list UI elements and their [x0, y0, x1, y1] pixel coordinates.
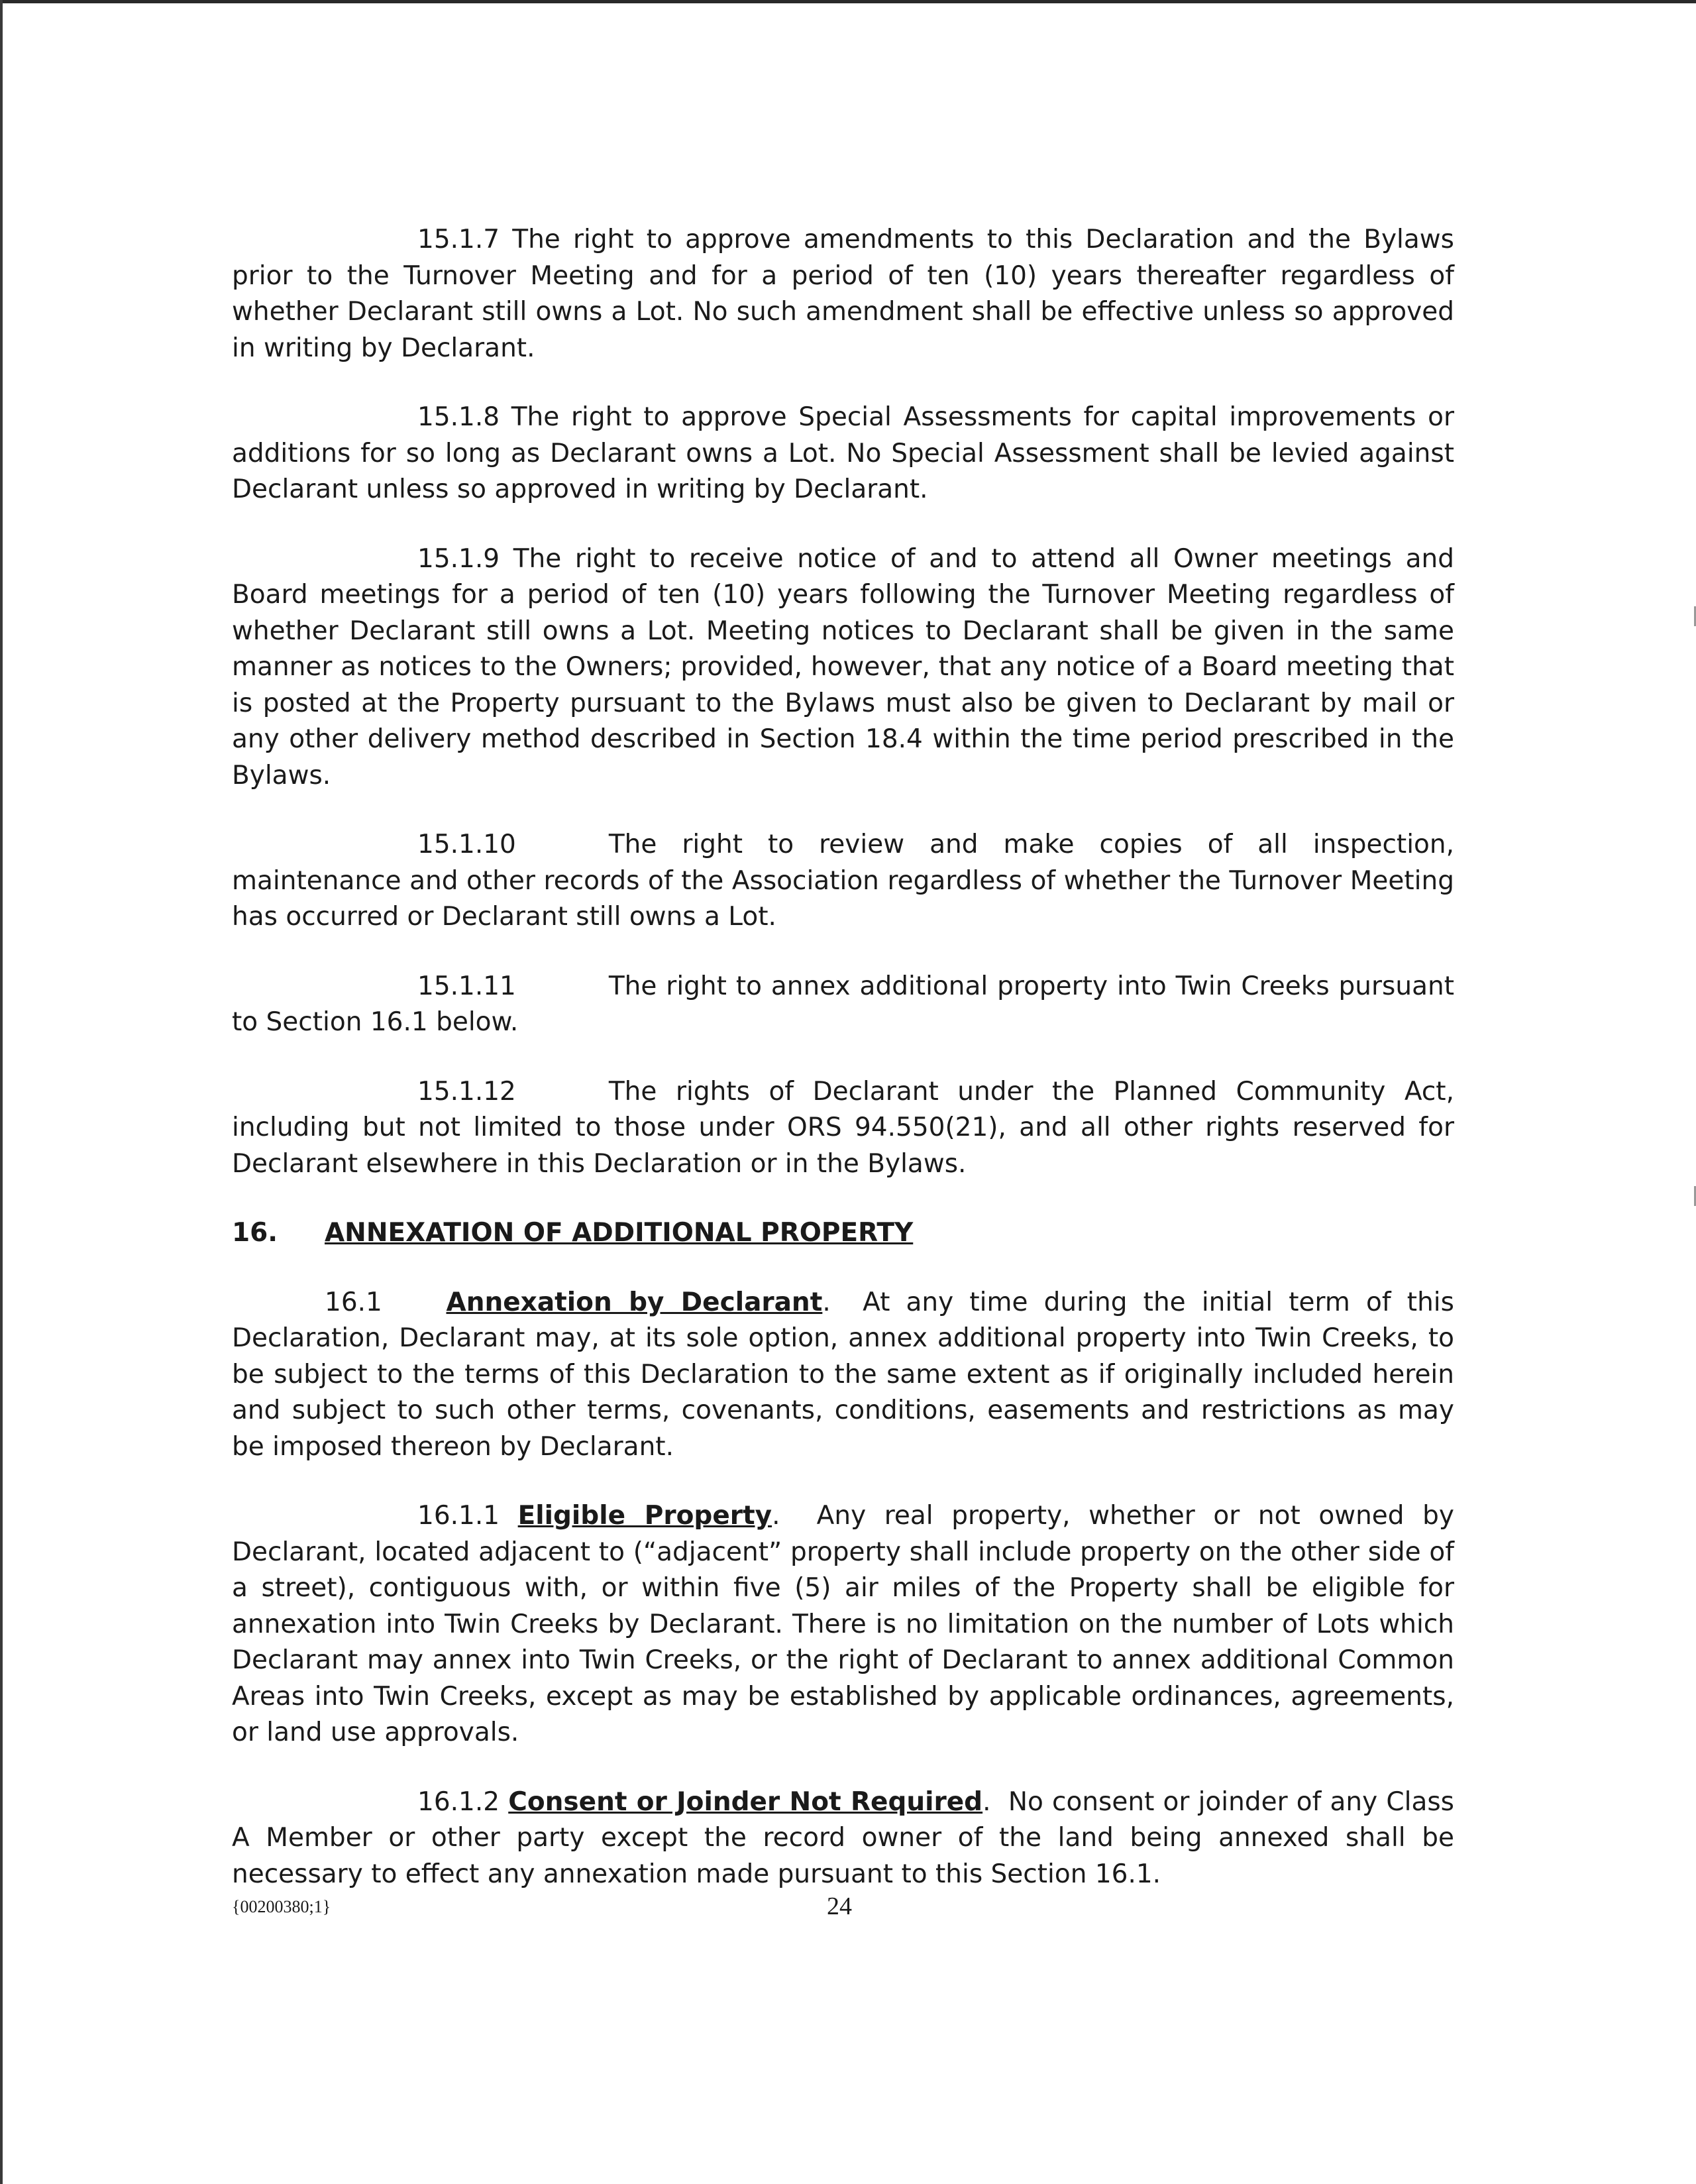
- page-number: 24: [827, 1892, 852, 1920]
- paragraph-15-1-8: [232, 400, 1454, 508]
- paragraph-number: 15.1.12: [417, 1076, 516, 1107]
- paragraph-title: Eligible Property: [517, 1501, 772, 1531]
- paragraph-title: Annexation by Declarant: [446, 1287, 823, 1317]
- paragraph-title: Consent or Joinder Not Required: [508, 1786, 983, 1817]
- section-heading: [232, 1215, 1454, 1252]
- paragraph-16-1: 16.1 Annexation by Declarant. At any time during the initial term of this Declaration, Declarant may, at its sole option, annex additional property into Twin Creeks, to be subject to the terms of this Declaration to the same extent as if originally included herein and subject to such other terms, covenants, conditions, easements and restrictions as may be imposed thereon by Declarant.: [232, 1287, 1454, 1462]
- paragraph-number: 15.1.10: [417, 830, 516, 859]
- paragraph-text: At any time during the initial term of this Declaration, Declarant may, at its sole option, annex additional property into Twin Creeks, to be subject to the terms of this Declaration to the same extent as if originally included herein and subject to such other terms, covenants, conditions, easements and restrictions as may be imposed thereon by Declarant.: [232, 1287, 1454, 1462]
- paragraph-text: The rights of Declarant under the Planned Community Act, including but not limited to those under ORS 94.550(21), and all other rights reserved for Declarant elsewhere in this Declaration or in the Bylaws.: [232, 1076, 1454, 1179]
- paragraph-number: 15.1.9: [417, 543, 500, 574]
- scan-edge-left: [0, 0, 3, 2184]
- paragraph-15-1-10: [232, 827, 1454, 936]
- paragraph-text: The right to approve amendments to this Declaration and the Bylaws prior to the Turnover Meeting and for a period of ten (10) years thereafter regardless of whether Declarant still owns a Lot. No such amendment shall be effective unless so approved in writing by Declarant.: [232, 225, 1454, 363]
- paragraph-text: No consent or joinder of any Class A Member or other party except the record owner of the land being annexed shall be necessary to effect any annexation made pursuant to this Section 16.1.: [232, 1786, 1454, 1889]
- paragraph-text: The right to annex additional property into Twin Creeks pursuant to Section 16.1 below.: [232, 971, 1454, 1037]
- paragraph-15-1-12: [232, 1074, 1454, 1183]
- paragraph-number: 16.1: [325, 1287, 382, 1317]
- section-title: ANNEXATION OF ADDITIONAL PROPERTY: [325, 1218, 914, 1248]
- paragraph-number: 15.1.11: [417, 971, 516, 1001]
- paragraph-number: 16.1.2: [417, 1786, 500, 1817]
- paragraph-number: 15.1.8: [417, 402, 500, 432]
- paragraph-number: 16.1.1: [417, 1501, 500, 1531]
- document-page: [232, 222, 1454, 1926]
- paragraph-15-1-11: [232, 969, 1454, 1041]
- paragraph-15-1-7: [232, 222, 1454, 366]
- paragraph-number: 15.1.7: [417, 225, 500, 254]
- paragraph-15-1-9: [232, 541, 1454, 794]
- paragraph-text: Any real property, whether or not owned by Declarant, located adjacent to (“adjacent” property shall include property on the other side of a street), contiguous with, or within five (5) air miles of the Property shall be eligible for annexation into Twin Creeks by Declarant. There is no limitation on the number of Lots which Declarant may annex into Twin Creeks, or the right of Declarant to annex additional Common Areas into Twin Creeks, except as may be established by applicable ordinances, agreements, or land use approvals.: [232, 1501, 1454, 1747]
- page-footer: [232, 1892, 1454, 1925]
- section-number: 16.: [232, 1218, 278, 1248]
- scan-edge-top: [0, 0, 1696, 3]
- paragraph-text: The right to review and make copies of all inspection, maintenance and other records of the Association regardless of whether the Turnover Meeting has occurred or Declarant still owns a Lot.: [232, 830, 1454, 932]
- paragraph-16-1-2: 16.1.2 Consent or Joinder Not Required. No consent or joinder of any Class A Member or other party except the record owner of the land being annexed shall be necessary to effect any annexation made pursuant to this Section 16.1.: [232, 1786, 1454, 1889]
- paragraph-text: The right to approve Special Assessments for capital improvements or additions for so long as Declarant owns a Lot. No Special Assessment shall be levied against Declarant unless so approved in writing by Declarant.: [232, 402, 1454, 504]
- paragraph-16-1-1: 16.1.1 Eligible Property. Any real property, whether or not owned by Declarant, located adjacent to (“adjacent” property shall include property on the other side of a street), contiguous with, or within five (5) air miles of the Property shall be eligible for annexation into Twin Creeks by Declarant. There is no limitation on the number of Lots which Declarant may annex into Twin Creeks, or the right of Declarant to annex additional Common Areas into Twin Creeks, except as may be established by applicable ordinances, agreements, or land use approvals.: [232, 1501, 1454, 1747]
- document-id: {00200380;1}: [232, 1897, 331, 1916]
- paragraph-text: The right to receive notice of and to attend all Owner meetings and Board meetings for a period of ten (10) years following the Turnover Meeting regardless of whether Declarant still owns a Lot. Meeting notices to Declarant shall be given in the same manner as notices to the Owners; provided, however, that any notice of a Board meeting that is posted at the Property pursuant to the Bylaws must also be given to Declarant by mail or any other delivery method described in Section 18.4 within the time period prescribed in the Bylaws.: [232, 543, 1454, 791]
